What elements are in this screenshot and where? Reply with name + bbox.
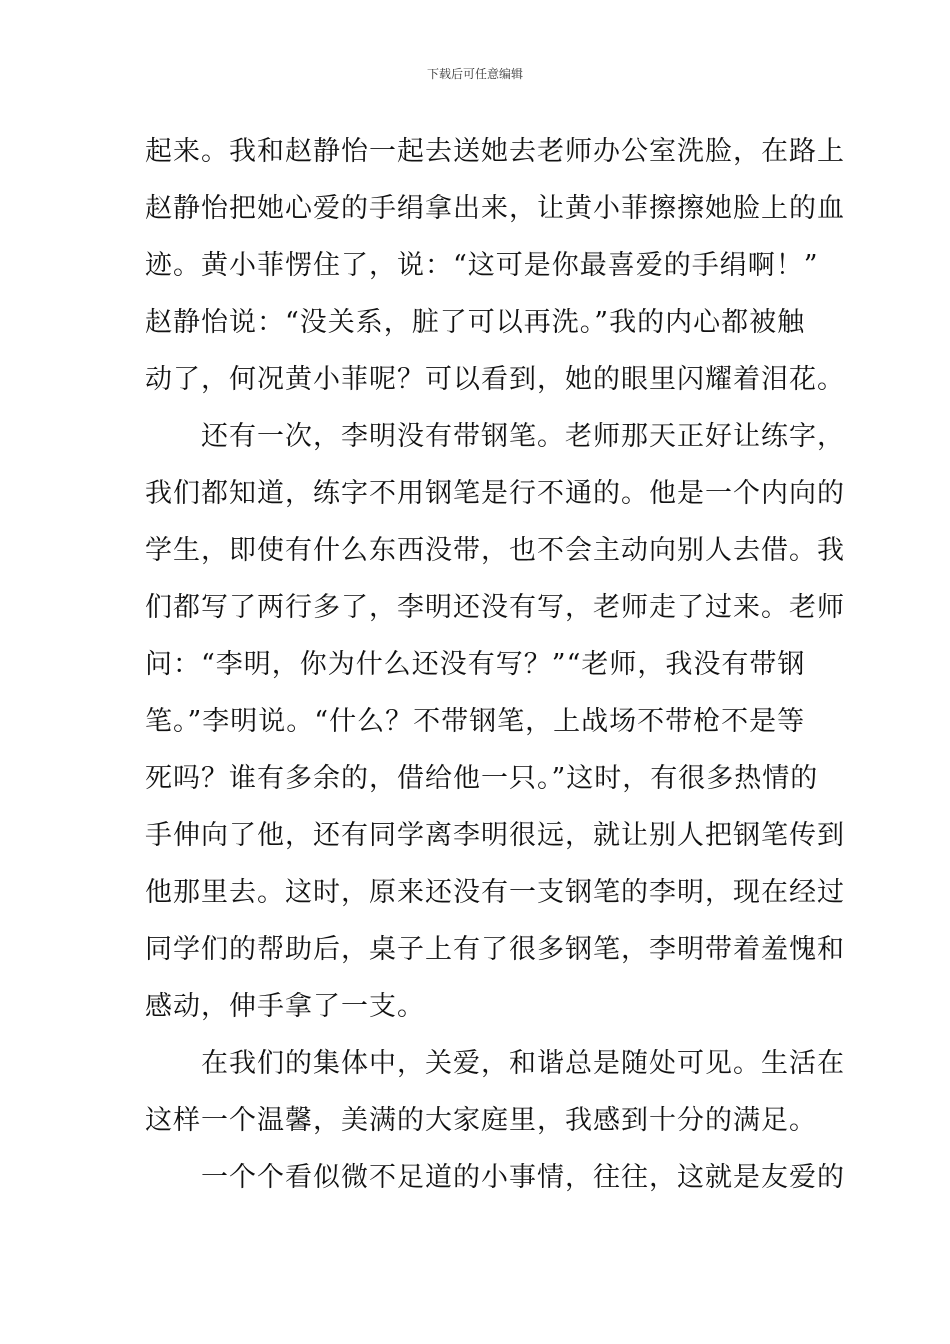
- text-line: 学生，即使有什么东西没带，也不会主动向别人去借。我: [145, 535, 845, 566]
- text-line: 同学们的帮助后，桌子上有了很多钢笔，李明带着羞愧和: [145, 934, 845, 965]
- text-line: 我们都知道，练字不用钢笔是行不通的。他是一个内向的: [145, 478, 845, 509]
- text-line: 动了，何况黄小菲呢？可以看到，她的眼里闪耀着泪花。: [145, 364, 845, 395]
- text-line: 赵静怡说：“没关系，脏了可以再洗。”我的内心都被触: [145, 307, 806, 338]
- text-line: 笔。”李明说。“什么？不带钢笔，上战场不带枪不是等: [145, 706, 806, 737]
- text-line: 在我们的集体中，关爱，和谐总是随处可见。生活在: [145, 1048, 845, 1079]
- text-line: 们都写了两行多了，李明还没有写，老师走了过来。老师: [145, 592, 845, 623]
- text-line: 一个个看似微不足道的小事情，往往，这就是友爱的: [145, 1162, 845, 1193]
- text-line: 手伸向了他，还有同学离李明很远，就让别人把钢笔传到: [145, 820, 845, 851]
- text-line: 他那里去。这时，原来还没有一支钢笔的李明，现在经过: [145, 877, 845, 908]
- text-line: 赵静怡把她心爱的手绢拿出来，让黄小菲擦擦她脸上的血: [145, 193, 845, 224]
- text-line: 起来。我和赵静怡一起去送她去老师办公室洗脸，在路上: [145, 136, 845, 167]
- text-line: 还有一次，李明没有带钢笔。老师那天正好让练字，: [145, 421, 845, 452]
- page-header: 下载后可任意编辑: [426, 67, 523, 81]
- text-line: 问：“李明，你为什么还没有写？”“老师，我没有带钢: [145, 649, 806, 680]
- text-line: 感动，伸手拿了一支。: [145, 991, 425, 1022]
- body-text: [145, 132, 845, 1215]
- text-line: 迹。黄小菲愣住了，说：“这可是你最喜爱的手绢啊！”: [145, 250, 819, 281]
- text-line: 死吗？谁有多余的，借给他一只。”这时，有很多热情的: [145, 763, 819, 794]
- text-line: 这样一个温馨，美满的大家庭里，我感到十分的满足。: [145, 1105, 817, 1136]
